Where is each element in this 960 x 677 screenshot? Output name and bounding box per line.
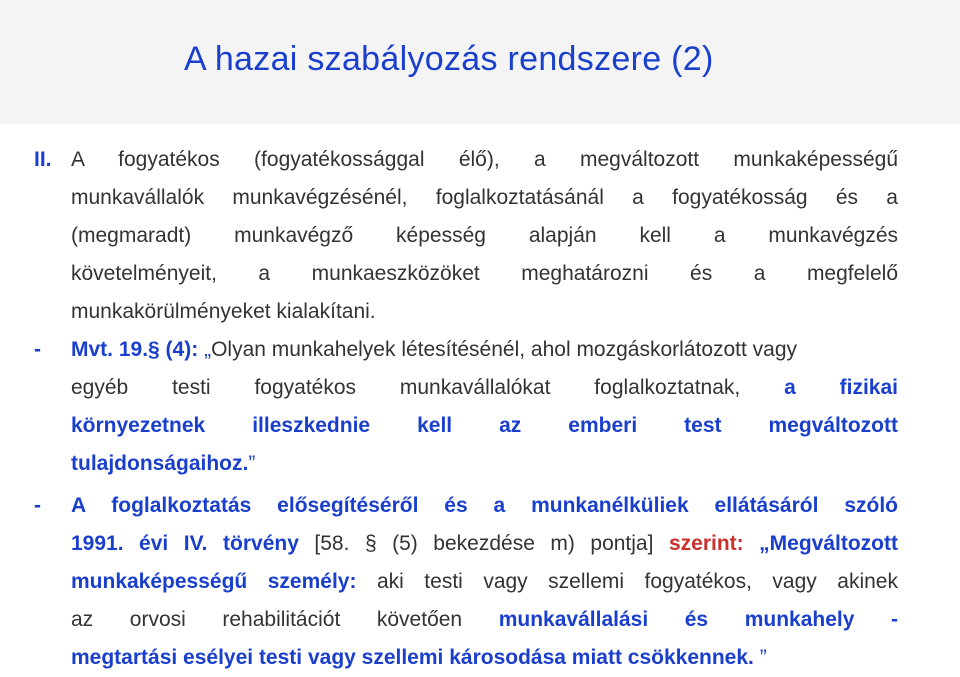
paragraph-line (34, 445, 898, 483)
paragraph-law-1991 (34, 487, 898, 677)
quote-close: ” (248, 452, 256, 475)
red-emphasis: szerint: (668, 532, 744, 555)
law-reference-sub: (4): (159, 338, 199, 361)
quote-open: „ (204, 338, 212, 361)
paragraph-mvt (34, 331, 898, 483)
paragraph-line (34, 639, 898, 677)
paragraph-line (34, 563, 898, 601)
paragraph-line (34, 331, 898, 369)
definition-text: aki testi vagy szellemi fogyatékos, vagy akinek (376, 570, 898, 593)
paragraph-line-emphasis: környezetnek illeszkednie kell az emberi test megváltozott (71, 414, 898, 437)
quote-text: Olyan munkahelyek létesítésénél, ahol mozgáskorlátozott vagy (211, 338, 798, 361)
paragraph-line (34, 601, 898, 639)
paragraph-line: munkakörülményeket kialakítani. (71, 300, 376, 323)
law-title: 1991. évi IV. törvény (71, 532, 299, 555)
paragraph-line (34, 525, 898, 563)
paragraph-line: követelményeit, a munkaeszközöket meghatározni és a megfelelő (71, 262, 898, 285)
paragraph-line: munkavállalók munkavégzésénél, foglalkoztatásánál a fogyatékosság és a (71, 186, 898, 209)
section-sign: § (148, 338, 160, 361)
emphasis-text: megtartási esélyei testi vagy szellemi károsodása miatt csökkennek. (71, 646, 754, 669)
definition-text: az orvosi rehabilitációt követően (71, 608, 463, 631)
paragraph-ii (34, 141, 898, 331)
paragraph-line: (megmaradt) munkavégző képesség alapján kell a munkavégzés (71, 224, 898, 247)
law-citation: [58. § (5) bekezdése m) pontja] (298, 532, 654, 555)
quote-close: ” (759, 646, 767, 669)
emphasis-text: munkavállalási és munkahely - (498, 608, 898, 631)
list-marker-dash: - (34, 494, 41, 517)
list-marker-ii: II. (34, 148, 52, 171)
list-marker-dash: - (34, 338, 41, 361)
emphasis-text: tulajdonságaihoz. (71, 452, 249, 475)
title-bar (0, 0, 960, 124)
law-reference: Mvt. 19. (71, 338, 149, 361)
definition-term: munkaképességű személy: (71, 570, 357, 593)
paragraph-line (34, 369, 898, 407)
paragraph-line: A fogyatékos (fogyatékossággal élő), a megváltozott munkaképességű (71, 148, 898, 171)
quote-text: egyéb testi fogyatékos munkavállalókat foglalkoztatnak, (71, 376, 741, 399)
paragraph-line-emphasis: A foglalkoztatás elősegítéséről és a munkanélküliek ellátásáról szóló (71, 494, 898, 517)
slide-title: A hazai szabályozás rendszere (2) (184, 40, 714, 78)
emphasis-text: a fizikai (784, 376, 898, 399)
definition-term: „Megváltozott (759, 532, 898, 555)
